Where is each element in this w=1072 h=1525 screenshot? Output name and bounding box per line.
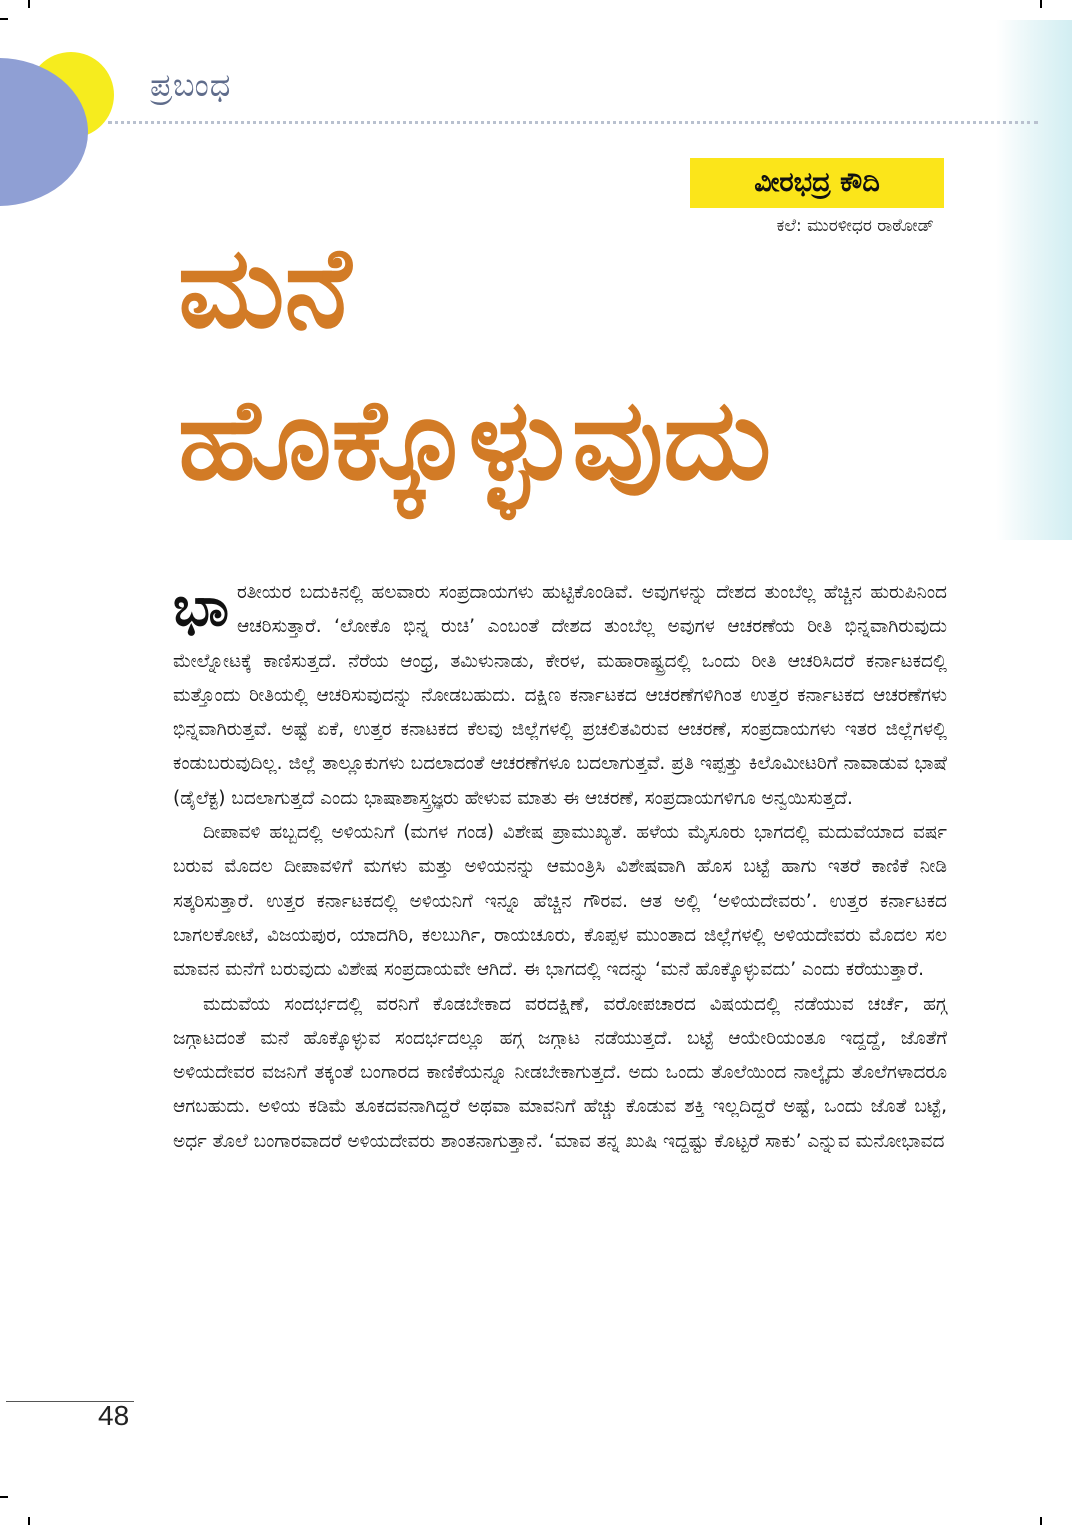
title-line-2: ಹೊಕ್ಕೊಳ್ಳುವುದು <box>178 375 772 505</box>
crop-mark-top-left <box>28 0 30 8</box>
author-box <box>690 158 944 208</box>
article-body <box>173 576 947 1159</box>
section-label: ಪ್ರಬಂಧ <box>150 66 232 104</box>
crop-mark-left-bottom <box>0 1496 8 1498</box>
author-name: ವೀರಭದ್ರ ಕೌದಿ <box>754 167 880 198</box>
paragraph-2: ದೀಪಾವಳಿ ಹಬ್ಬದಲ್ಲಿ ಅಳಿಯನಿಗೆ (ಮಗಳ ಗಂಡ) ವಿಶೇಷ ಪ್ರಾಮುಖ್ಯತೆ. ಹಳೆಯ ಮೈಸೂರು ಭಾಗದಲ್ಲಿ ಮದುವೆಯಾದ ವರ್ಷ ಬರುವ ಮೊದಲ ದೀಪಾವಳಿಗೆ ಮಗಳು ಮತ್ತು ಅಳಿಯನನ್ನು ಆಮಂತ್ರಿಸಿ ವಿಶೇಷವಾಗಿ ಹೊಸ ಬಟ್ಟೆ ಹಾಗು ಇತರೆ ಕಾಣಿಕೆ ನೀಡಿ ಸತ್ಕರಿಸುತ್ತಾರೆ. ಉತ್ತರ ಕರ್ನಾಟಕದಲ್ಲಿ ಅಳಿಯನಿಗೆ ಇನ್ನೂ ಹೆಚ್ಚಿನ ಗೌರವ. ಆತ ಅಲ್ಲಿ ‘ಅಳಿಯದೇವರು’. ಉತ್ತರ ಕರ್ನಾಟಕದ ಬಾಗಲಕೋಟೆ, ವಿಜಯಪುರ, ಯಾದಗಿರಿ, ಕಲಬುರ್ಗಿ, ರಾಯಚೂರು, ಕೊಪ್ಪಳ ಮುಂತಾದ ಜಿಲ್ಲೆಗಳಲ್ಲಿ ಅಳಿಯದೇವರು ಮೊದಲ ಸಲ ಮಾವನ ಮನೆಗೆ ಬರುವುದು ವಿಶೇಷ ಸಂಪ್ರದಾಯವೇ ಆಗಿದೆ. ಈ ಭಾಗದಲ್ಲಿ ಇದನ್ನು ‘ಮನೆ ಹೊಕ್ಕೊಳ್ಳುವದು’ ಎಂದು ಕರೆಯುತ್ತಾರೆ. <box>173 822 947 981</box>
crop-mark-left-top <box>0 18 8 20</box>
page-number: 48 <box>98 1400 130 1431</box>
crop-mark-bottom-left <box>28 1517 30 1525</box>
crop-mark-top-right <box>1040 0 1042 8</box>
header-dotted-rule <box>108 121 1038 124</box>
paragraph-1-text: ರತೀಯರ ಬದುಕಿನಲ್ಲಿ ಹಲವಾರು ಸಂಪ್ರದಾಯಗಳು ಹುಟ್ಟಿಕೊಂಡಿವೆ. ಅವುಗಳನ್ನು ದೇಶದ ತುಂಬೆಲ್ಲ ಹೆಚ್ಚಿನ ಹುರುಪಿನಿಂದ ಆಚರಿಸುತ್ತಾರೆ. ‘ಲೋಕೊ ಭಿನ್ನ ರುಚಿ’ ಎಂಬಂತೆ ದೇಶದ ತುಂಬೆಲ್ಲ ಅವುಗಳ ಆಚರಣೆಯ ರೀತಿ ಭಿನ್ನವಾಗಿರುವುದು ಮೇಲ್ನೋಟಕ್ಕೆ ಕಾಣಿಸುತ್ತದೆ. ನೆರೆಯ ಆಂಧ್ರ, ತಮಿಳುನಾಡು, ಕೇರಳ, ಮಹಾರಾಷ್ಟ್ರದಲ್ಲಿ ಒಂದು ರೀತಿ ಆಚರಿಸಿದರೆ ಕರ್ನಾಟಕದಲ್ಲಿ ಮತ್ತೊಂದು ರೀತಿಯಲ್ಲಿ ಆಚರಿಸುವುದನ್ನು ನೋಡಬಹುದು. ದಕ್ಷಿಣ ಕರ್ನಾಟಕದ ಆಚರಣೆಗಳಿಗಿಂತ ಉತ್ತರ ಕರ್ನಾಟಕದ ಆಚರಣೆಗಳು ಭಿನ್ನವಾಗಿರುತ್ತವೆ. ಅಷ್ಟೆ ಏಕೆ, ಉತ್ತರ ಕನಾಟಕದ ಕೆಲವು ಜಿಲ್ಲೆಗಳಲ್ಲಿ ಪ್ರಚಲಿತವಿರುವ ಆಚರಣೆ, ಸಂಪ್ರದಾಯಗಳು ಇತರ ಜಿಲ್ಲೆಗಳಲ್ಲಿ ಕಂಡುಬರುವುದಿಲ್ಲ. ಜಿಲ್ಲೆ ತಾಲ್ಲೂಕುಗಳು ಬದಲಾದಂತೆ ಆಚರಣೆಗಳೂ ಬದಲಾಗುತ್ತವೆ. ಪ್ರತಿ ಇಪ್ಪತ್ತು ಕಿಲೊಮೀಟರಿಗೆ ನಾವಾಡುವ ಭಾಷೆ (ಡೈಲೆಕ್ಟ) ಬದಲಾಗುತ್ತದೆ ಎಂದು ಭಾಷಾಶಾಸ್ತ್ರಜ್ಞರು ಹೇಳುವ ಮಾತು ಈ ಆಚರಣೆ, ಸಂಪ್ರದಾಯಗಳಿಗೂ ಅನ್ವಯಿಸುತ್ತದೆ. <box>173 582 947 809</box>
crop-mark-bottom-right <box>1040 1517 1042 1525</box>
paragraph-1 <box>173 576 947 816</box>
decorative-side-strip <box>996 20 1072 540</box>
drop-cap: ಭಾ <box>173 575 229 638</box>
title-line-1: ಮನೆ <box>178 223 352 353</box>
illustration-credit: ಕಲೆ: ಮುರಳೀಧರ ರಾಠೋಡ್ <box>776 216 934 236</box>
article-title <box>178 212 978 516</box>
paragraph-3: ಮದುವೆಯ ಸಂದರ್ಭದಲ್ಲಿ ವರನಿಗೆ ಕೊಡಬೇಕಾದ ವರದಕ್ಷಿಣೆ, ವರೋಪಚಾರದ ವಿಷಯದಲ್ಲಿ ನಡೆಯುವ ಚರ್ಚೆ, ಹಗ್ಗ ಜಗ್ಗಾಟದಂತೆ ಮನೆ ಹೊಕ್ಕೊಳ್ಳುವ ಸಂದರ್ಭದಲ್ಲೂ ಹಗ್ಗ ಜಗ್ಗಾಟ ನಡೆಯುತ್ತದೆ. ಬಟ್ಟೆ ಆಯೇರಿಯಂತೂ ಇದ್ದದ್ದೆ, ಜೊತೆಗೆ ಅಳಿಯದೇವರ ವಜನಿಗೆ ತಕ್ಕಂತೆ ಬಂಗಾರದ ಕಾಣಿಕೆಯನ್ನೂ ನೀಡಬೇಕಾಗುತ್ತದೆ. ಅದು ಒಂದು ತೊಲೆಯಿಂದ ನಾಲ್ಕೈದು ತೊಲೆಗಳಾದರೂ ಆಗಬಹುದು. ಅಳಿಯ ಕಡಿಮೆ ತೂಕದವನಾಗಿದ್ದರೆ ಅಥವಾ ಮಾವನಿಗೆ ಹೆಚ್ಚು ಕೊಡುವ ಶಕ್ತಿ ಇಲ್ಲದಿದ್ದರೆ ಅಷ್ಟೆ, ಒಂದು ಜೊತೆ ಬಟ್ಟೆ, ಅರ್ಧ ತೊಲೆ ಬಂಗಾರವಾದರೆ ಅಳಿಯದೇವರು ಶಾಂತನಾಗುತ್ತಾನೆ. ‘ಮಾವ ತನ್ನ ಖುಷಿ ಇದ್ದಷ್ಟು ಕೊಟ್ಟರೆ ಸಾಕು’ ಎನ್ನುವ ಮನೋಭಾವದ <box>173 993 947 1152</box>
